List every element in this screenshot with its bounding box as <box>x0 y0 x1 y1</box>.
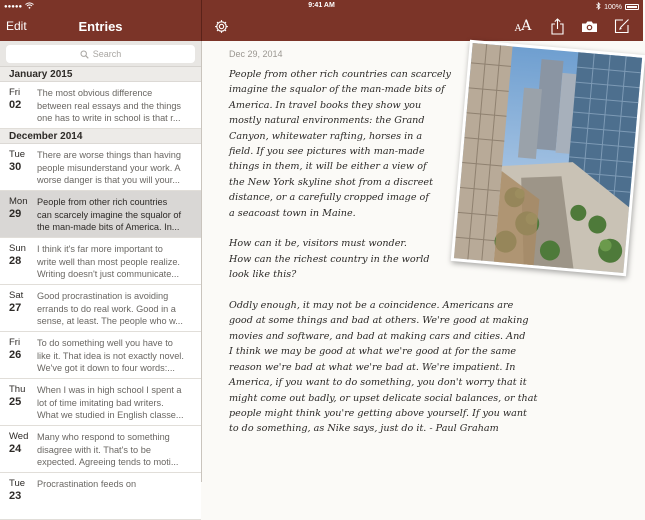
preview-line: To do something well you have to <box>37 338 173 348</box>
preview-line: errands to do real work. Good in a <box>37 303 176 314</box>
entry-detail-date: Dec 29, 2014 <box>229 49 283 59</box>
attached-photo[interactable] <box>451 40 645 276</box>
top-bar <box>0 0 643 41</box>
preview-line: worse danger is that you will your... <box>37 175 180 186</box>
entry-detail <box>202 41 643 482</box>
entry-weekday: Thu <box>9 384 26 395</box>
sidebar-title: Entries <box>78 19 123 34</box>
font-size-button[interactable] <box>513 17 533 35</box>
body-line: reason we're bad at what we're bad at. We're impatient. In <box>229 361 516 373</box>
entry-preview <box>29 379 201 425</box>
entry-date <box>0 379 29 425</box>
entry-row[interactable] <box>0 332 201 379</box>
body-line: movies and software, and bad at making cars and cities. And <box>229 330 526 342</box>
entry-day: 02 <box>9 99 22 111</box>
entry-row[interactable] <box>0 379 201 426</box>
section-header: December 2014 <box>0 129 201 144</box>
search-icon <box>80 50 89 59</box>
preview-line: expected. Agreeing tends to moti... <box>37 457 179 468</box>
body-line: Oddly enough, it may not be a coincidence. Americans are <box>229 300 514 312</box>
search-input[interactable] <box>6 45 195 63</box>
font-size-icon-small: A <box>514 23 522 34</box>
entry-row[interactable] <box>0 426 201 473</box>
preview-line: There are worse things than having <box>37 150 182 160</box>
entry-preview <box>29 473 201 519</box>
body-line: look like this? <box>229 269 297 281</box>
preview-line: Good procrastination is avoiding <box>37 291 169 301</box>
bluetooth-icon <box>596 2 601 12</box>
entry-preview <box>29 191 201 237</box>
search-placeholder: Search <box>92 49 122 59</box>
body-line: How can the richest country in the world <box>229 253 430 265</box>
preview-line: between real essays and the things <box>37 100 182 111</box>
preview-line: write well than most people realize. <box>37 256 180 267</box>
preview-line: When I was in high school I spent a <box>37 385 182 395</box>
compose-icon[interactable] <box>613 17 631 35</box>
body-line: might come out badly, or upset delicate social balances, or that <box>229 392 538 404</box>
battery-icon <box>625 4 639 10</box>
camera-icon[interactable] <box>580 17 598 35</box>
entry-day: 26 <box>9 349 22 361</box>
entry-weekday: Tue <box>9 149 26 160</box>
share-icon[interactable] <box>549 17 565 35</box>
preview-line: Writing doesn't just communicate... <box>37 269 180 280</box>
body-line: the New York skyline shot from a discreet <box>229 176 433 188</box>
entry-date <box>0 285 29 331</box>
entry-preview <box>29 285 201 331</box>
entry-row[interactable] <box>0 238 201 285</box>
preview-line: disagree with it. That's to be <box>37 444 151 455</box>
entry-day: 29 <box>9 208 22 220</box>
edit-button[interactable]: Edit <box>6 19 27 33</box>
font-size-icon-large: A <box>521 18 532 34</box>
entry-weekday: Mon <box>9 196 28 207</box>
body-line: good at some things and bad at others. We're good at making <box>229 315 529 327</box>
body-line: How can it be, visitors must wonder. <box>229 238 407 250</box>
preview-line: We've got it down to four words:... <box>37 363 175 374</box>
preview-line: the man-made bits of America. In... <box>37 222 180 233</box>
preview-line: like it. That idea is not exactly novel. <box>37 350 184 361</box>
body-line: mostly natural environments: the Grand <box>229 115 425 127</box>
body-line: America. In travel books they show you <box>229 99 422 111</box>
gear-icon[interactable] <box>212 17 230 35</box>
entry-weekday: Wed <box>9 431 29 442</box>
preview-line: can scarcely imagine the squalor of <box>37 209 182 220</box>
status-time: 9:41 AM <box>308 2 335 9</box>
entry-row[interactable] <box>0 144 201 191</box>
body-line: I think we may be good at what we're good at for the same <box>229 346 517 358</box>
preview-line: I think it's far more important to <box>37 244 163 254</box>
preview-line: People from other rich countries <box>37 197 168 207</box>
entry-weekday: Sun <box>9 243 26 254</box>
entry-day: 30 <box>9 161 22 173</box>
entry-preview <box>29 238 201 284</box>
entry-day: 23 <box>9 490 22 502</box>
body-line: things in them, it will be either a view of <box>229 161 427 173</box>
signal-icon: ●●●●● <box>4 3 23 10</box>
body-line: people might think you're getting above yourself. If you want <box>229 407 527 419</box>
entry-day: 25 <box>9 396 22 408</box>
entry-day: 24 <box>9 443 22 455</box>
entry-weekday: Sat <box>9 290 24 301</box>
body-line: field. If you see pictures with man-made <box>229 146 425 158</box>
body-line: People from other rich countries can scarcely <box>229 69 451 80</box>
entry-date <box>0 426 29 472</box>
entry-row-selected[interactable] <box>0 191 201 238</box>
preview-line: The most obvious difference <box>37 88 153 98</box>
search-bar <box>0 41 201 67</box>
body-line: imagine the squalor of the man-made bits of <box>229 84 445 96</box>
preview-line: What we studied in English classe... <box>37 410 184 421</box>
city-photo-image <box>454 43 642 273</box>
entry-row[interactable] <box>0 473 201 520</box>
entry-preview <box>29 332 201 378</box>
preview-line: Procrastination feeds on <box>37 479 137 489</box>
entry-preview <box>29 426 201 472</box>
entry-date <box>0 332 29 378</box>
preview-line: one has to write in school is that r... <box>37 113 181 124</box>
preview-line: people misunderstand your work. A <box>37 162 181 173</box>
entry-weekday: Fri <box>9 337 21 348</box>
body-line: to do something, as Nike says, just do it. - Paul Graham <box>229 423 499 435</box>
body-line: America, if you want to do something, you don't worry that it <box>229 377 527 389</box>
entry-weekday: Fri <box>9 87 21 98</box>
entry-weekday: Tue <box>9 478 26 489</box>
entry-day: 28 <box>9 255 22 267</box>
entry-date <box>0 238 29 284</box>
entry-date <box>0 191 29 237</box>
status-bar <box>0 0 643 12</box>
section-header: January 2015 <box>0 67 201 82</box>
body-line: a seacoast town in Maine. <box>229 207 356 219</box>
entry-date <box>0 473 29 519</box>
entry-row[interactable] <box>0 285 201 332</box>
body-line: Canyon, whitewater rafting, horses in a <box>229 130 423 142</box>
entry-preview <box>29 82 201 128</box>
entry-date <box>0 144 29 190</box>
body-paragraph <box>229 298 574 437</box>
entry-day: 27 <box>9 302 22 314</box>
entry-date <box>0 82 29 128</box>
preview-line: lot of time imitating bad writers. <box>37 397 164 408</box>
entry-preview <box>29 144 201 190</box>
preview-line: sense, at least. The people who w... <box>37 316 183 327</box>
status-right <box>596 2 639 12</box>
entries-sidebar <box>0 41 201 502</box>
entry-row[interactable] <box>0 82 201 129</box>
preview-line: Many who respond to something <box>37 432 170 442</box>
body-line: distance, or a carefully cropped image of <box>229 192 429 204</box>
battery-percent: 100% <box>604 3 622 11</box>
